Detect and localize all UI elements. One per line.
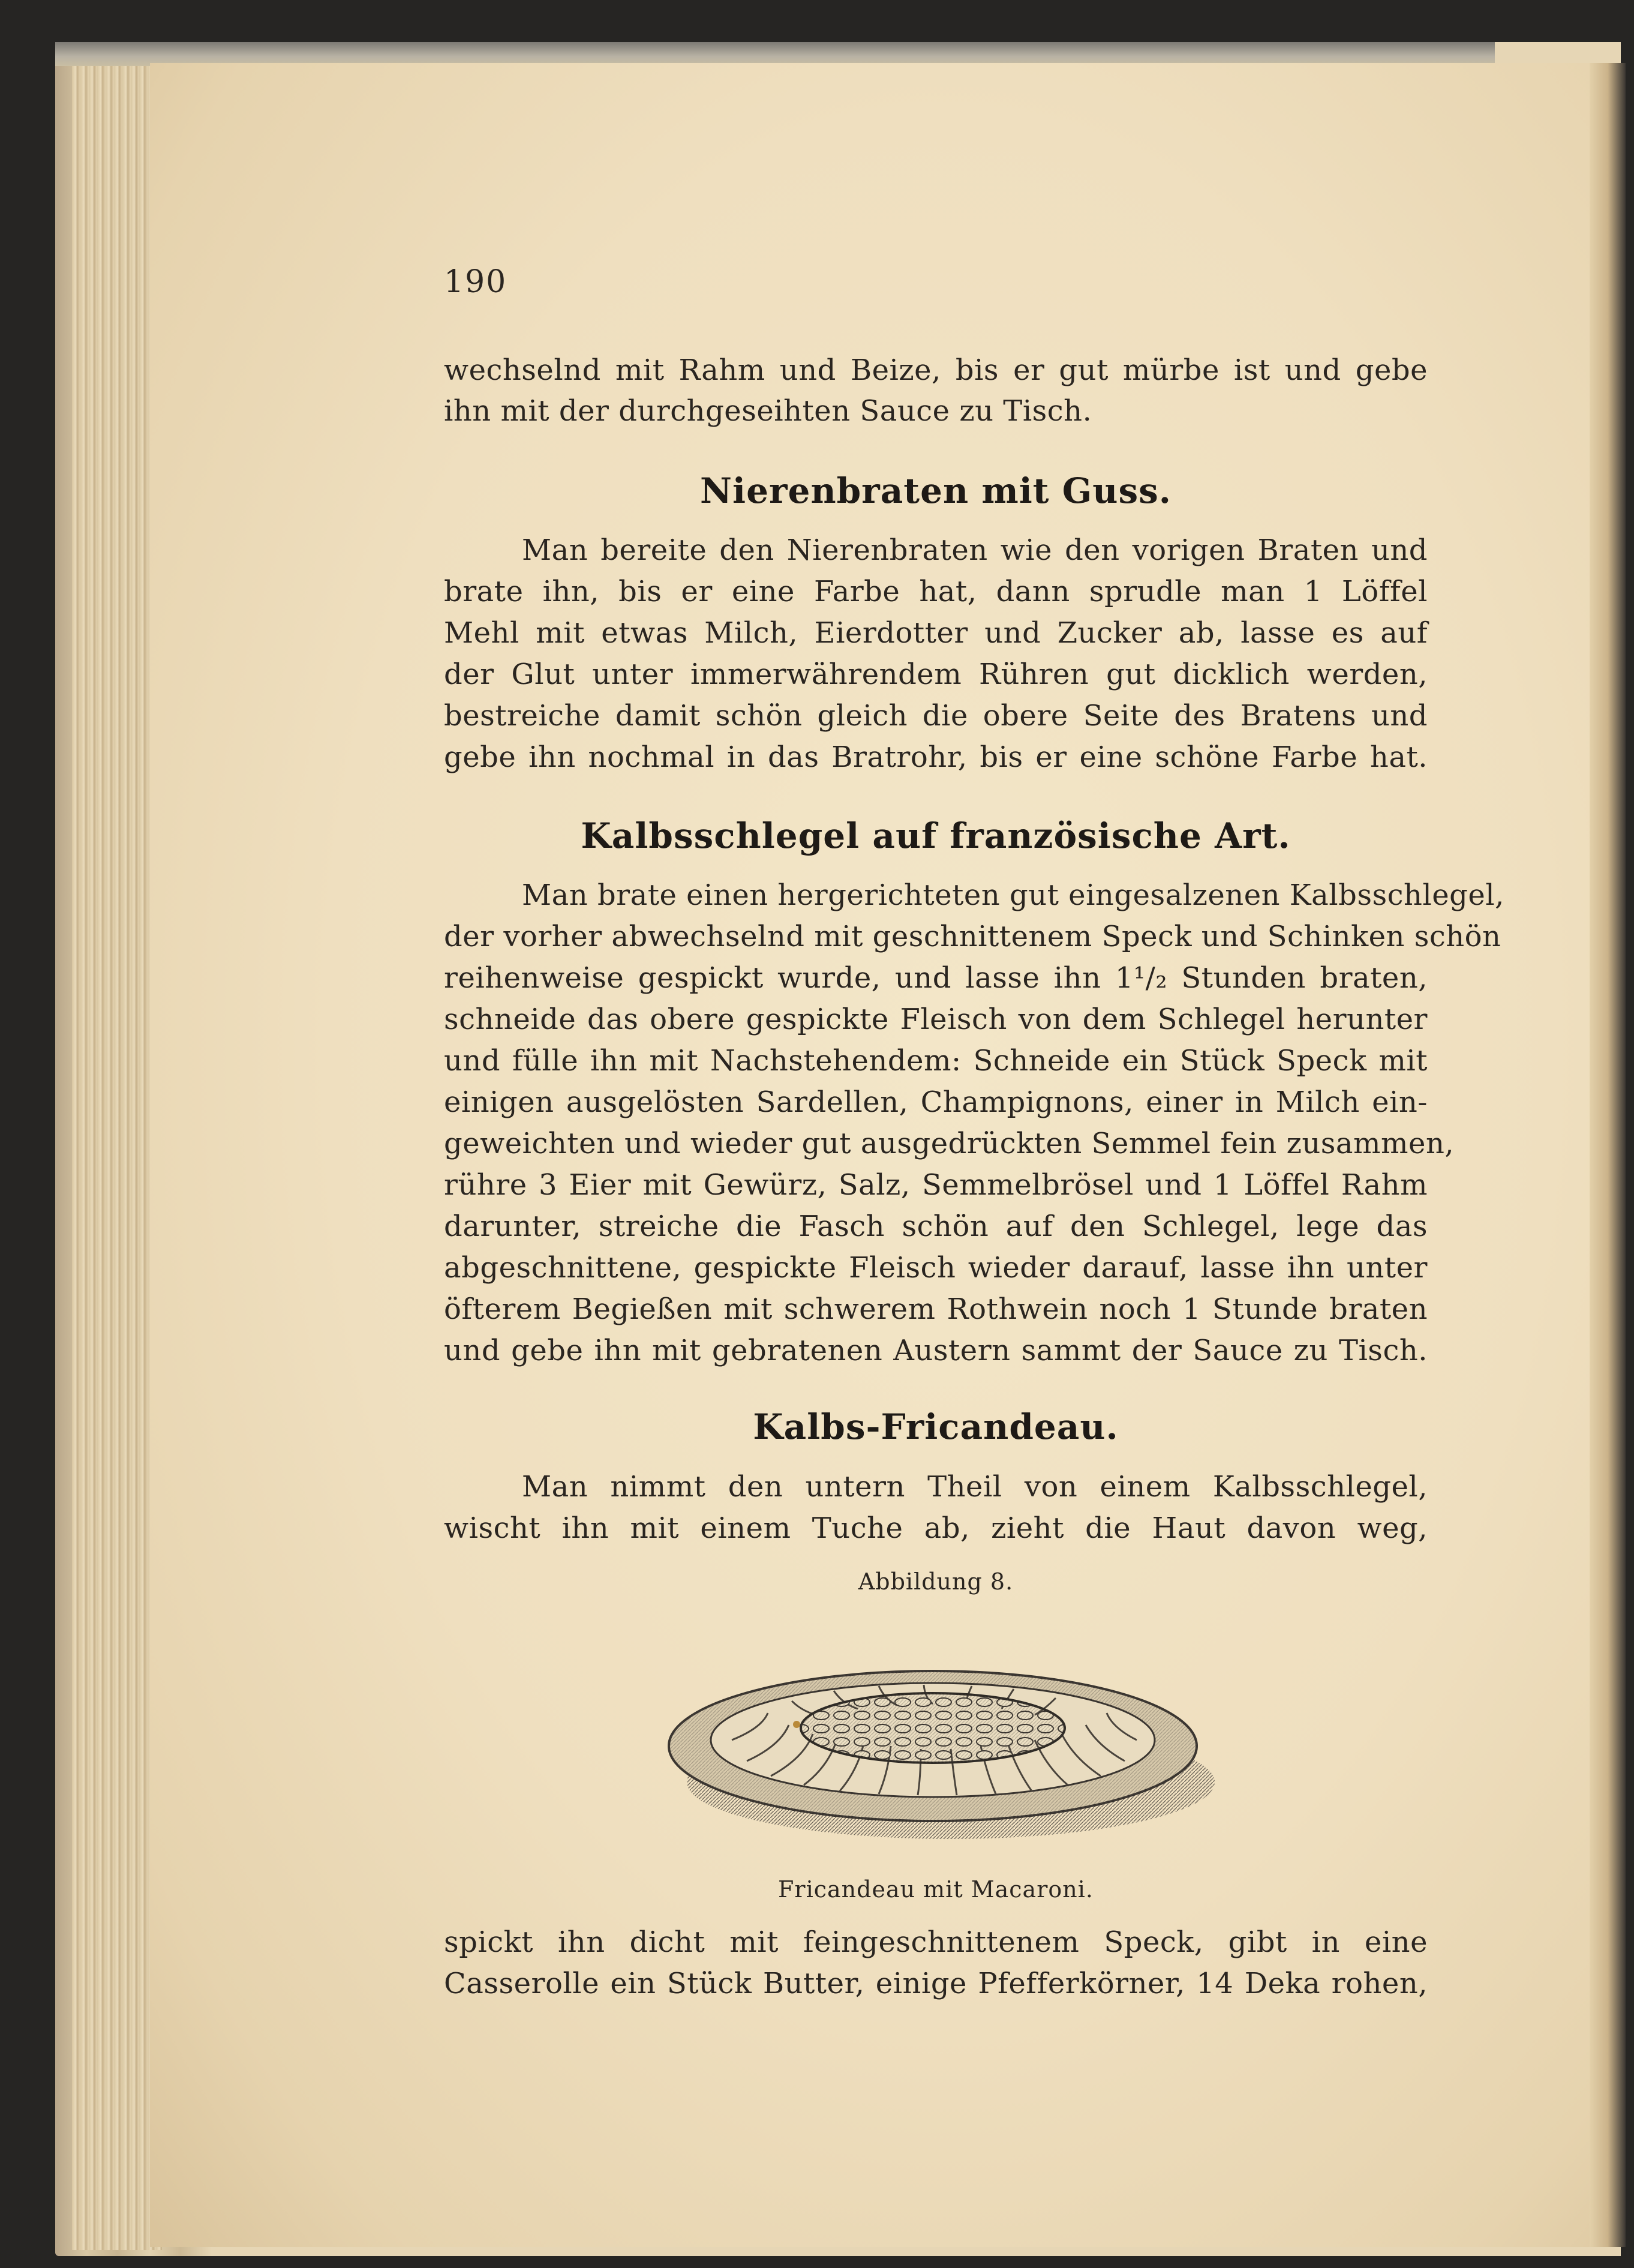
figure-label: Abbildung 8.	[858, 1568, 1014, 1595]
page-stack-edge	[72, 60, 162, 2250]
text-line: Casserolle ein Stück Butter, einige Pfefferkörner, 14 Deka rohen,	[444, 1967, 1428, 2000]
text-line: und fülle ihn mit Nachstehendem: Schneide ein Stück Speck mit	[444, 1044, 1428, 1078]
text-line: bestreiche damit schön gleich die obere Seite des Bratens und	[444, 699, 1428, 733]
figure-caption: Fricandeau mit Macaroni.	[778, 1876, 1094, 1903]
text-line: der Glut unter immerwährendem Rühren gut dicklich werden,	[444, 658, 1428, 691]
text-line: schneide das obere gespickte Fleisch von dem Schlegel herunter	[444, 1003, 1428, 1036]
text-line: und gebe ihn mit gebratenen Austern sammt der Sauce zu Tisch.	[444, 1334, 1428, 1367]
text-line: ihn mit der durchgeseihten Sauce zu Tisch.	[444, 394, 1092, 428]
book-cover-top	[55, 42, 1495, 66]
text-line: wischt ihn mit einem Tuche ab, zieht die Haut davon weg,	[444, 1511, 1428, 1545]
text-line: öfterem Begießen mit schwerem Rothwein noch 1 Stunde braten	[444, 1292, 1428, 1326]
section-heading: Nierenbraten mit Guss.	[700, 470, 1172, 511]
page-number: 190	[444, 264, 507, 300]
text-line: Man nimmt den untern Theil von einem Kalbsschlegel,	[522, 1470, 1428, 1504]
text-line: brate ihn, bis er eine Farbe hat, dann sprudle man 1 Löffel	[444, 575, 1428, 608]
text-line: wechselnd mit Rahm und Beize, bis er gut mürbe ist und gebe	[444, 353, 1428, 387]
text-line: Mehl mit etwas Milch, Eierdotter und Zucker ab, lasse es auf	[444, 616, 1428, 650]
page-gutter	[1590, 63, 1626, 2247]
text-line: der vorher abwechselnd mit geschnittenem Speck und Schinken schön	[444, 920, 1501, 953]
text-line: reihenweise gespickt wurde, und lasse ihn 1¹/₂ Stunden braten,	[444, 961, 1428, 995]
text-line: geweichten und wieder gut ausgedrückten Semmel fein zusammen,	[444, 1127, 1455, 1160]
section-heading: Kalbsschlegel auf französische Art.	[581, 815, 1291, 856]
text-line: abgeschnittene, gespickte Fleisch wieder darauf, lasse ihn unter	[444, 1251, 1428, 1285]
text-line: spickt ihn dicht mit feingeschnittenem Speck, gibt in eine	[444, 1925, 1428, 1959]
section-heading: Kalbs-Fricandeau.	[753, 1406, 1119, 1447]
fricandeau-illustration	[648, 1656, 1224, 1848]
text-line: rühre 3 Eier mit Gewürz, Salz, Semmelbrösel und 1 Löffel Rahm	[444, 1168, 1428, 1202]
text-line: gebe ihn nochmal in das Bratrohr, bis er eine schöne Farbe hat.	[444, 740, 1428, 774]
text-line: Man bereite den Nierenbraten wie den vorigen Braten und	[522, 533, 1428, 567]
text-line: Man brate einen hergerichteten gut eingesalzenen Kalbsschlegel,	[522, 878, 1504, 912]
text-line: darunter, streiche die Fasch schön auf den Schlegel, lege das	[444, 1210, 1428, 1243]
text-line: einigen ausgelösten Sardellen, Champignons, einer in Milch ein-	[444, 1085, 1428, 1119]
